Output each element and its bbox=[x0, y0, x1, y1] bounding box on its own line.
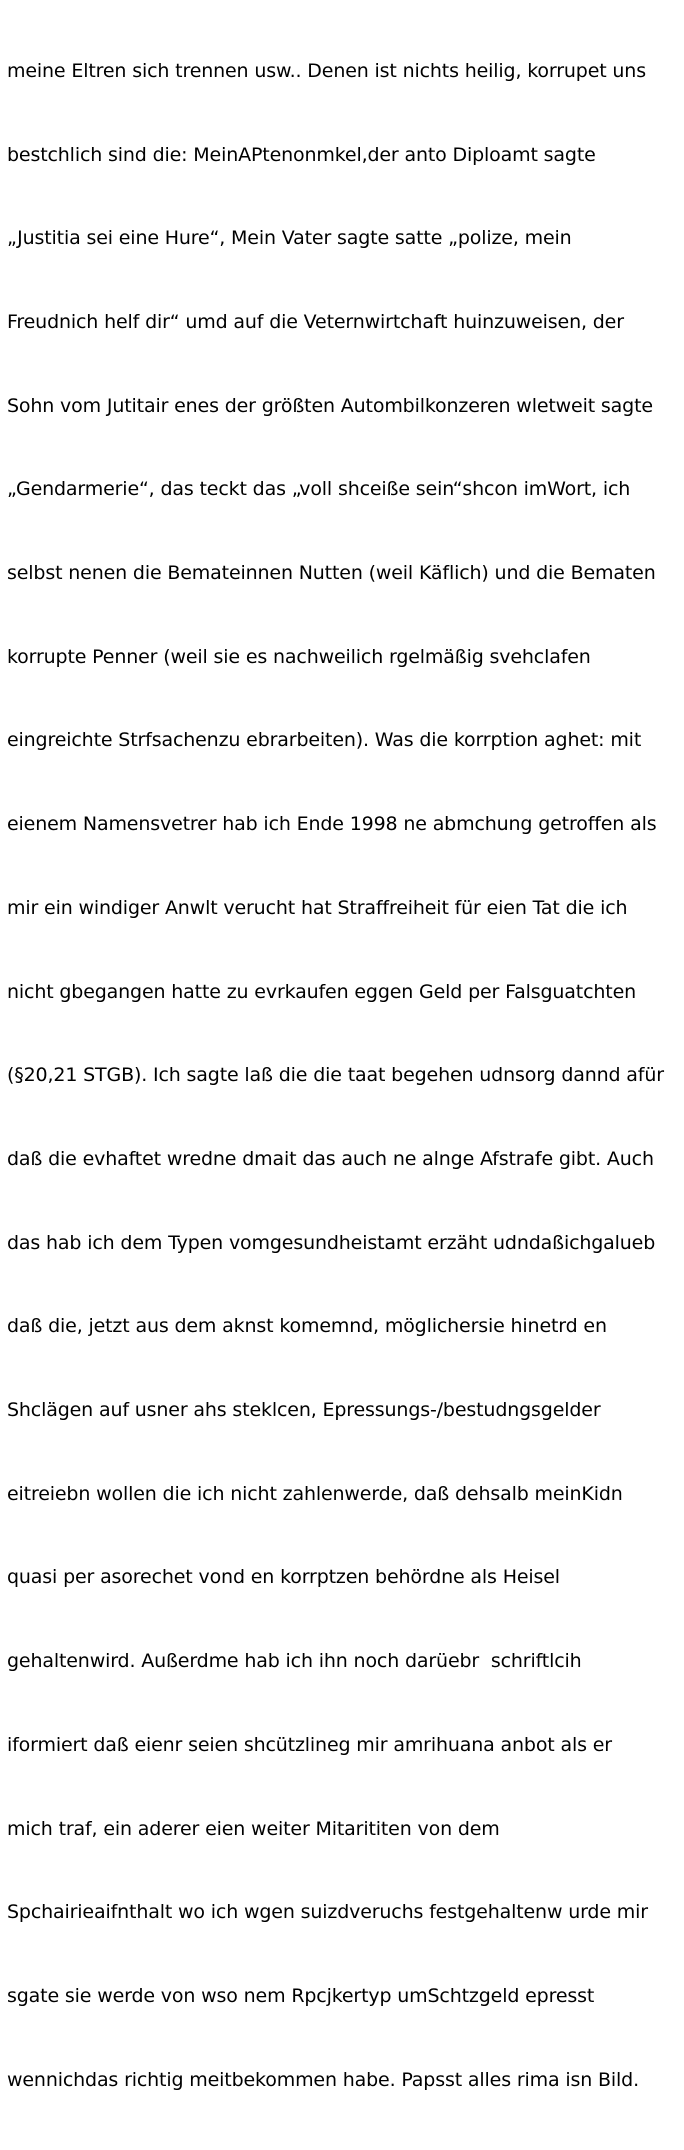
text-line: „Gendarmerie“, das teckt das „voll shceiße sein“shcon imWort, ich bbox=[7, 478, 631, 501]
text-line: daß die evhaftet wredne dmait das auch ne alnge Afstrafe gibt. Auch bbox=[7, 1147, 654, 1170]
text-line: (§20,21 STGB). Ich sagte laß die die taat begehen udnsorg dannd afür bbox=[7, 1064, 664, 1087]
text-line: wennichdas richtig meitbekommen habe. Papsst alles rima isn Bild. bbox=[7, 2068, 639, 2091]
text-line: Sohn vom Jutitair enes der größten Autombilkonzeren wletweit sagte bbox=[7, 394, 653, 417]
text-line: „Justitia sei eine Hure“, Mein Vater sagte satte „polize, mein bbox=[7, 227, 572, 250]
text-line: gehaltenwird. Außerdme hab ich ihn noch darüebr schriftlcih bbox=[7, 1650, 582, 1673]
text-line: eingreichte Strfsachenzu ebrarbeiten). Was die korrption aghet: mit bbox=[7, 729, 642, 752]
text-line: das hab ich dem Typen vomgesundheistamt erzäht udndaßichgalueb bbox=[7, 1231, 656, 1254]
text-line: nicht gbegangen hatte zu evrkaufen eggen Geld per Falsguatchten bbox=[7, 980, 637, 1003]
text-line: eitreiebn wollen die ich nicht zahlenwerde, daß dehsalb meinKidn bbox=[7, 1482, 623, 1505]
text-line: Spchairieaifnthalt wo ich wgen suizdveruchs festgehaltenw urde mir bbox=[7, 1901, 648, 1924]
document-text bbox=[7, 2, 683, 2150]
text-line: quasi per asorechet vond en korrptzen behördne als Heisel bbox=[7, 1566, 560, 1589]
text-line: mich traf, ein aderer eien weiter Mitarititen von dem bbox=[7, 1817, 500, 1840]
text-line: korrupte Penner (weil sie es nachweilich rgelmäßig svehclafen bbox=[7, 645, 591, 668]
text-line: sgate sie werde von wso nem Rpcjkertyp umSchtzgeld epresst bbox=[7, 1984, 595, 2007]
text-line: daß die, jetzt aus dem aknst komemnd, möglichersie hinetrd en bbox=[7, 1315, 607, 1338]
text-line: bestchlich sind die: MeinAPtenonmkel,der anto Diploamt sagte bbox=[7, 143, 596, 166]
text-line: selbst nenen die Bemateinnen Nutten (weil Käflich) und die Bematen bbox=[7, 562, 656, 585]
text-line: mir ein windiger Anwlt verucht hat Straffreiheit für eien Tat die ich bbox=[7, 896, 628, 919]
text-line: Shclägen auf usner ahs steklcen, Epressungs-/bestudngsgelder bbox=[7, 1399, 601, 1422]
text-line: meine Eltren sich trennen usw.. Denen ist nichts heilig, korrupet uns bbox=[7, 59, 646, 82]
text-line: iformiert daß eienr seien shcützlineg mir amrihuana anbot als er bbox=[7, 1733, 612, 1756]
text-line: eienem Namensvetrer hab ich Ende 1998 ne abmchung getroffen als bbox=[7, 813, 657, 836]
text-line: Freudnich helf dir“ umd auf die Veternwirtchaft huinzuweisen, der bbox=[7, 310, 624, 333]
